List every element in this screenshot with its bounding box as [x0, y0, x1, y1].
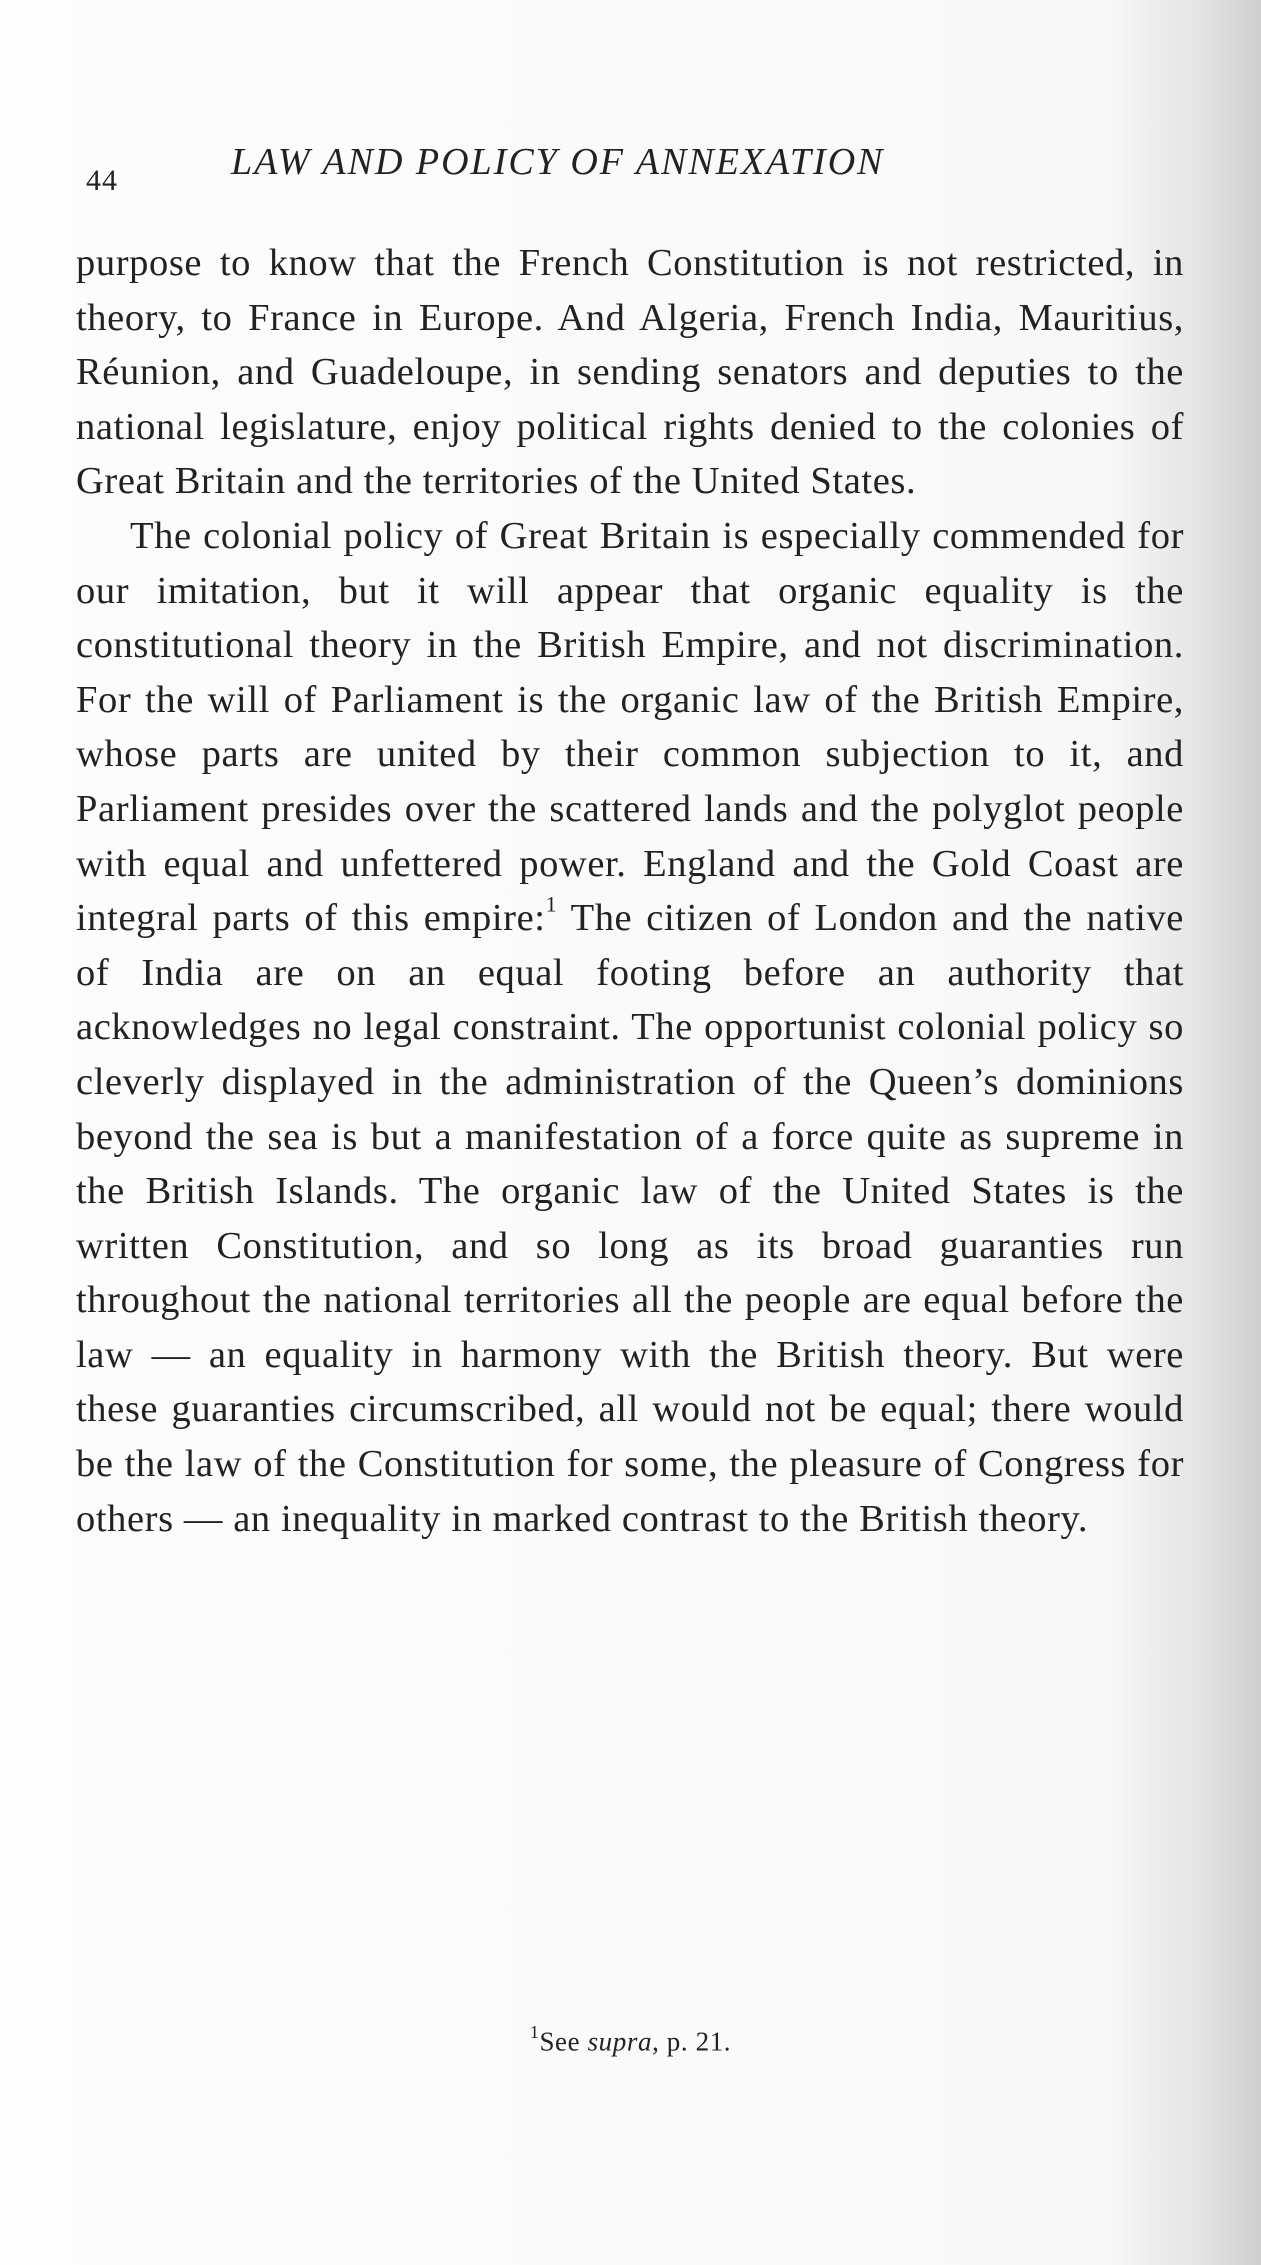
body-text: [76, 236, 1184, 1546]
paragraph-2-part-a: The colonial policy of Great Britain is especially commended for our imitation, but it will appear that organic equality is the constitutional theory in the British Empire, and not discrimination. For the will of Parliament is the organic law of the British Empire, whose parts are united by their common subjection to it, and Parliament presides over the scattered lands and the polyglot people with equal and unfettered power. England and the Gold Coast are integral parts of this empire:: [76, 514, 1184, 940]
footnote-text-after: , p. 21.: [652, 2026, 732, 2057]
footnote-text-italic: supra: [587, 2026, 653, 2057]
footnote: [0, 2022, 1261, 2058]
paragraph-1: purpose to know that the French Constitution is not restricted, in theory, to France in Europe. And Algeria, French India, Mauritius, Réunion, and Guadeloupe, in sending senators and deputies to the national legislature, enjoy political rights denied to the colonies of Great Britain and the territories of the United States.: [76, 242, 1184, 503]
footnote-marker: 1: [529, 2022, 540, 2042]
page-number: 44: [86, 164, 118, 197]
running-head: [86, 134, 1106, 197]
paragraph-2: [76, 509, 1184, 1546]
paragraph-2-part-b: The citizen of London and the native of India are on an equal footing before an authority that acknowledges no legal constraint. The opportunist colonial policy so cleverly displayed in the administration of the Queen’s dominions beyond the sea is but a manifestation of a force quite as supreme in the British Islands. The organic law of the United States is the written Constitution, and so long as its broad guaranties run throughout the national territories all the people are equal before the law — an equality in harmony with the British theory. But were these guaranties circumscribed, all would not be equal; there would be the law of the Constitution for some, the pleasure of Congress for others — an inequality in marked contrast to the British theory.: [76, 897, 1184, 1540]
footnote-text-before: See: [539, 2026, 588, 2057]
footnote-reference: 1: [545, 891, 558, 917]
running-title: LAW AND POLICY OF ANNEXATION: [231, 141, 885, 183]
